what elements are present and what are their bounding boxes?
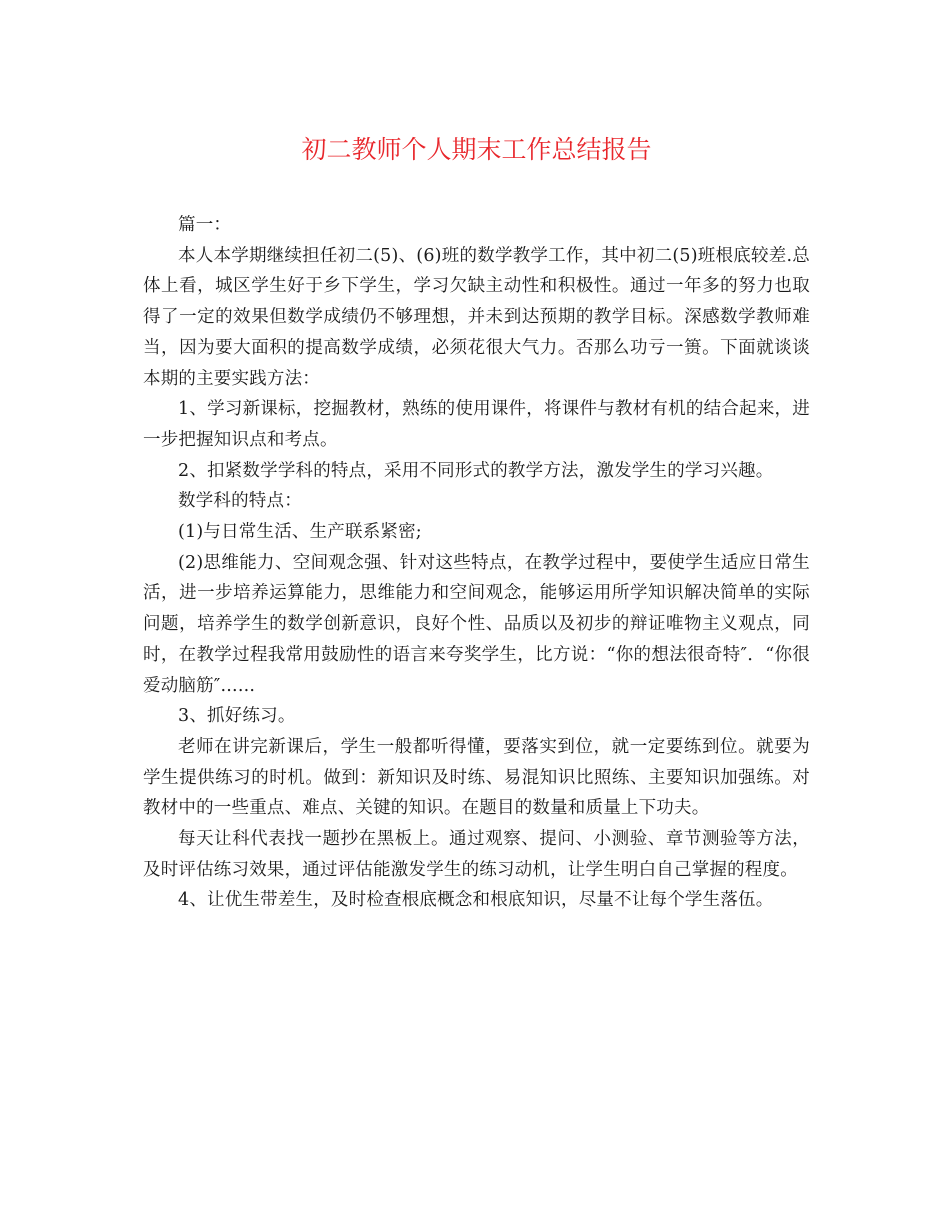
paragraph: (2)思维能力、空间观念强、针对这些特点，在教学过程中，要使学生适应日常生活，进一步培养运算能力，思维能力和空间观念，能够运用所学知识解决简单的实际问题，培养学生的数学创新意识，良好个性、品质以及初步的辩证唯物主义观点，同时，在教学过程我常用鼓励性的语言来夸奖学生，比方说：“你的想法很奇特″．“你很爱动脑筋″...... bbox=[143, 552, 810, 696]
paragraph-heading: 篇一： bbox=[178, 215, 232, 235]
paragraph: (1)与日常生活、生产联系紧密; bbox=[178, 522, 422, 543]
paragraph: 4、让优生带差生，及时检查根底概念和根底知识，尽量不让每个学生落伍。 bbox=[178, 890, 774, 911]
paragraph: 每天让科代表找一题抄在黑板上。通过观察、提问、小测验、章节测验等方法，及时评估练习效果，通过评估能激发学生的练习动机，让学生明白自己掌握的程度。 bbox=[143, 829, 810, 880]
paragraph: 本人本学期继续担任初二(5)、(6)班的数学教学工作，其中初二(5)班根底较差.总体上看，城区学生好于乡下学生，学习欠缺主动性和积极性。通过一年多的努力也取得了一定的效果但数学成绩仍不够理想，并未到达预期的教学目标。深感数学教师难当，因为要大面积的提高数学成绩，必须花很大气力。否那么功亏一篑。下面就谈谈本期的主要实践方法： bbox=[143, 245, 810, 389]
paragraph: 老师在讲完新课后，学生一般都听得懂，要落实到位，就一定要练到位。就要为学生提供练习的时机。做到：新知识及时练、易混知识比照练、主要知识加强练。对教材中的一些重点、难点、关键的知识。在题目的数量和质量上下功夫。 bbox=[143, 736, 810, 819]
paragraph: 1、学习新课标，挖掘教材，熟练的使用课件，将课件与教材有机的结合起来，进一步把握知识点和考点。 bbox=[143, 399, 810, 450]
paragraph: 2、扣紧数学学科的特点，采用不同形式的教学方法，激发学生的学习兴趣。 bbox=[178, 460, 774, 481]
document-body bbox=[143, 210, 810, 916]
paragraph: 3、抓好练习。 bbox=[178, 706, 296, 727]
paragraph: 数学科的特点： bbox=[178, 491, 302, 512]
document-title: 初二教师个人期末工作总结报告 bbox=[301, 135, 652, 164]
